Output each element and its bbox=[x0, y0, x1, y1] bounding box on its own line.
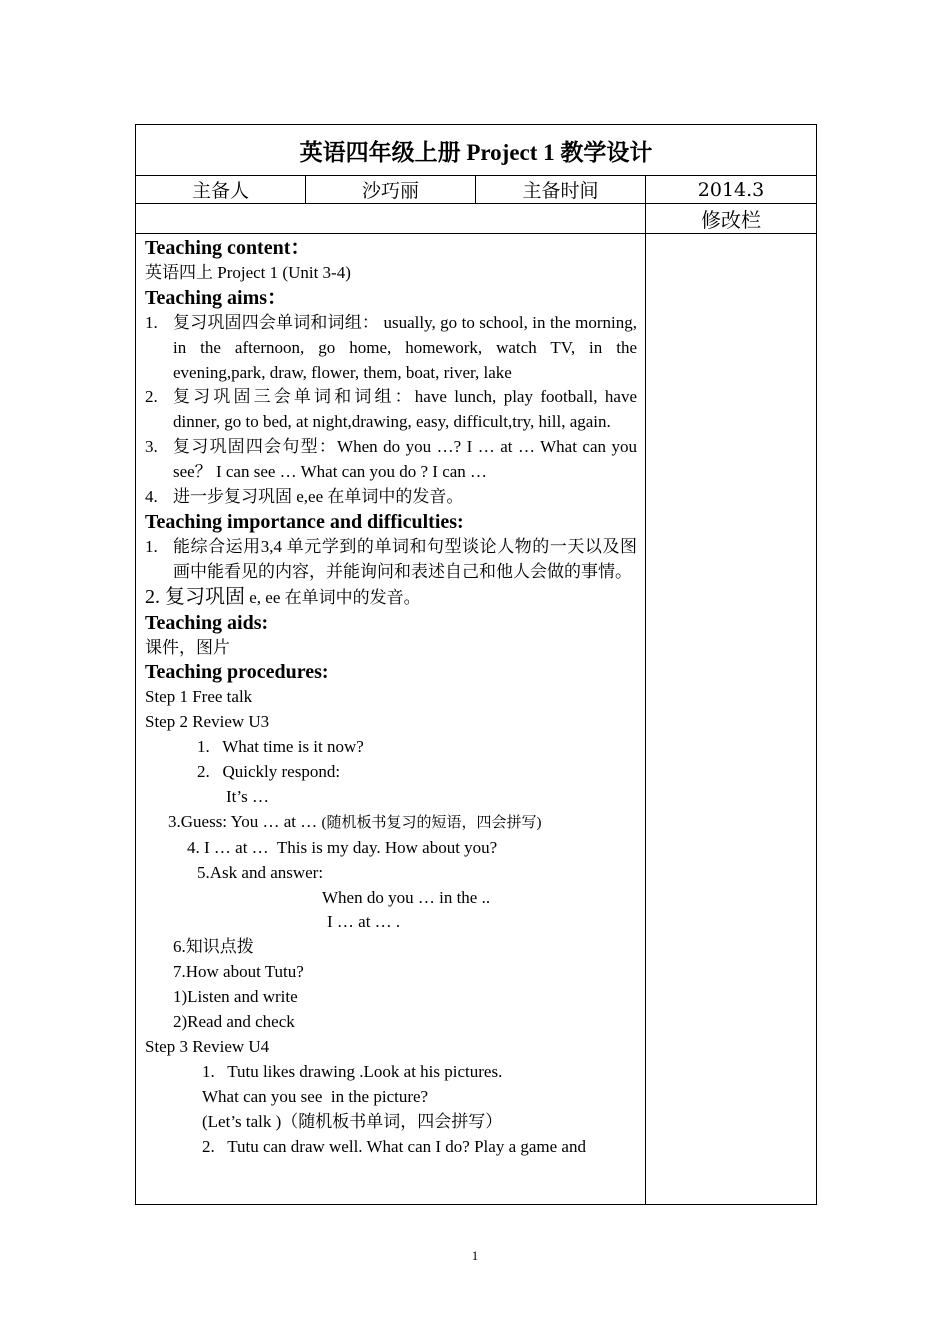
teaching-aims-heading: Teaching aims： bbox=[145, 286, 288, 309]
prep-time-value: 2014.3 bbox=[646, 176, 817, 204]
procedure-line: 1)Listen and write bbox=[173, 987, 298, 1007]
aim-text: 复习巩固四会单词和词组： usually, go to school, in the morning, in the afternoon, go home, homework, watch TV, in the evening,park, draw, flower, them, boat, river, lake bbox=[173, 312, 637, 382]
importance-heading: Teaching importance and difficulties: bbox=[145, 510, 464, 533]
aim-text: 复习巩固三会单词和词组：have lunch, play football, have dinner, go to bed, at night,drawing, easy, difficult,try, hill, again. bbox=[173, 387, 637, 432]
importance-number: 1. bbox=[145, 536, 158, 556]
content-cell bbox=[136, 234, 646, 1205]
procedure-line: 7.How about Tutu? bbox=[173, 962, 304, 982]
aim-item bbox=[145, 385, 637, 435]
aim-text: 复习巩固四会句型：When do you …? I … at … What can you see？ I can see … What can you do ? I can … bbox=[173, 437, 637, 482]
step-1: Step 1 Free talk bbox=[145, 687, 253, 707]
procedure-text: 3.Guess: You … at … bbox=[168, 811, 322, 831]
aim-item bbox=[145, 435, 637, 485]
importance-2-text: e, ee 在单词中的发音。 bbox=[245, 587, 421, 607]
teaching-aids-heading: Teaching aids: bbox=[145, 611, 269, 634]
aim-number: 1. bbox=[145, 312, 158, 332]
edit-column-header: 修改栏 bbox=[646, 204, 817, 234]
lesson-plan-table bbox=[135, 124, 817, 1205]
aim-item bbox=[145, 311, 637, 386]
teaching-content-heading: Teaching content： bbox=[145, 237, 311, 259]
aim-item bbox=[145, 485, 637, 510]
step-2: Step 2 Review U3 bbox=[145, 712, 270, 732]
procedure-line: 2. Tutu can draw well. What can I do? Play a game and bbox=[202, 1136, 586, 1156]
procedure-line: 2)Read and check bbox=[173, 1012, 295, 1032]
aim-number: 2. bbox=[145, 387, 158, 407]
page-number: 1 bbox=[471, 1248, 479, 1263]
importance-text: 能综合运用3,4 单元学到的单词和句型谈论人物的一天以及图画中能看见的内容，并能询问和表述自己和他人会做的事情。 bbox=[173, 536, 637, 581]
procedure-line: 2. Quickly respond: bbox=[197, 762, 341, 782]
procedures-heading: Teaching procedures: bbox=[145, 661, 329, 684]
procedure-line: 4. I … at … This is my day. How about you? bbox=[187, 837, 498, 857]
teaching-aids-text: 课件，图片 bbox=[145, 637, 230, 657]
preparer-label: 主备人 bbox=[136, 176, 306, 204]
procedure-line: What can you see in the picture? bbox=[202, 1086, 429, 1106]
importance-item-2 bbox=[145, 585, 637, 611]
procedure-line: 5.Ask and answer: bbox=[197, 862, 324, 882]
aim-number: 4. bbox=[145, 487, 158, 507]
procedure-line: 1. What time is it now? bbox=[197, 737, 364, 757]
procedure-line: When do you … in the .. bbox=[322, 887, 491, 907]
teaching-content-text: 英语四上 Project 1 (Unit 3-4) bbox=[145, 262, 351, 282]
edit-column-cell bbox=[646, 234, 817, 1205]
aim-number: 3. bbox=[145, 437, 158, 457]
procedure-line: It’s … bbox=[226, 786, 269, 806]
empty-header-cell bbox=[136, 204, 646, 234]
preparer-name: 沙巧丽 bbox=[306, 176, 476, 204]
procedure-line bbox=[145, 810, 637, 836]
document-title: 英语四年级上册 Project 1 教学设计 bbox=[136, 125, 817, 176]
procedure-line: I … at … . bbox=[327, 912, 401, 932]
procedure-line: 6.知识点拨 bbox=[173, 937, 254, 957]
importance-2-prefix: 2. 复习巩固 bbox=[145, 585, 245, 608]
procedure-note: (随机板书复习的短语，四会拼写) bbox=[321, 814, 542, 831]
step-3: Step 3 Review U4 bbox=[145, 1037, 270, 1056]
prep-time-label: 主备时间 bbox=[476, 176, 646, 204]
importance-item bbox=[145, 535, 637, 585]
procedure-line: (Let’s talk )（随机板书单词，四会拼写） bbox=[202, 1111, 503, 1131]
aim-text: 进一步复习巩固 e,ee 在单词中的发音。 bbox=[173, 487, 464, 507]
procedure-line: 1. Tutu likes drawing .Look at his pictures. bbox=[202, 1061, 503, 1081]
